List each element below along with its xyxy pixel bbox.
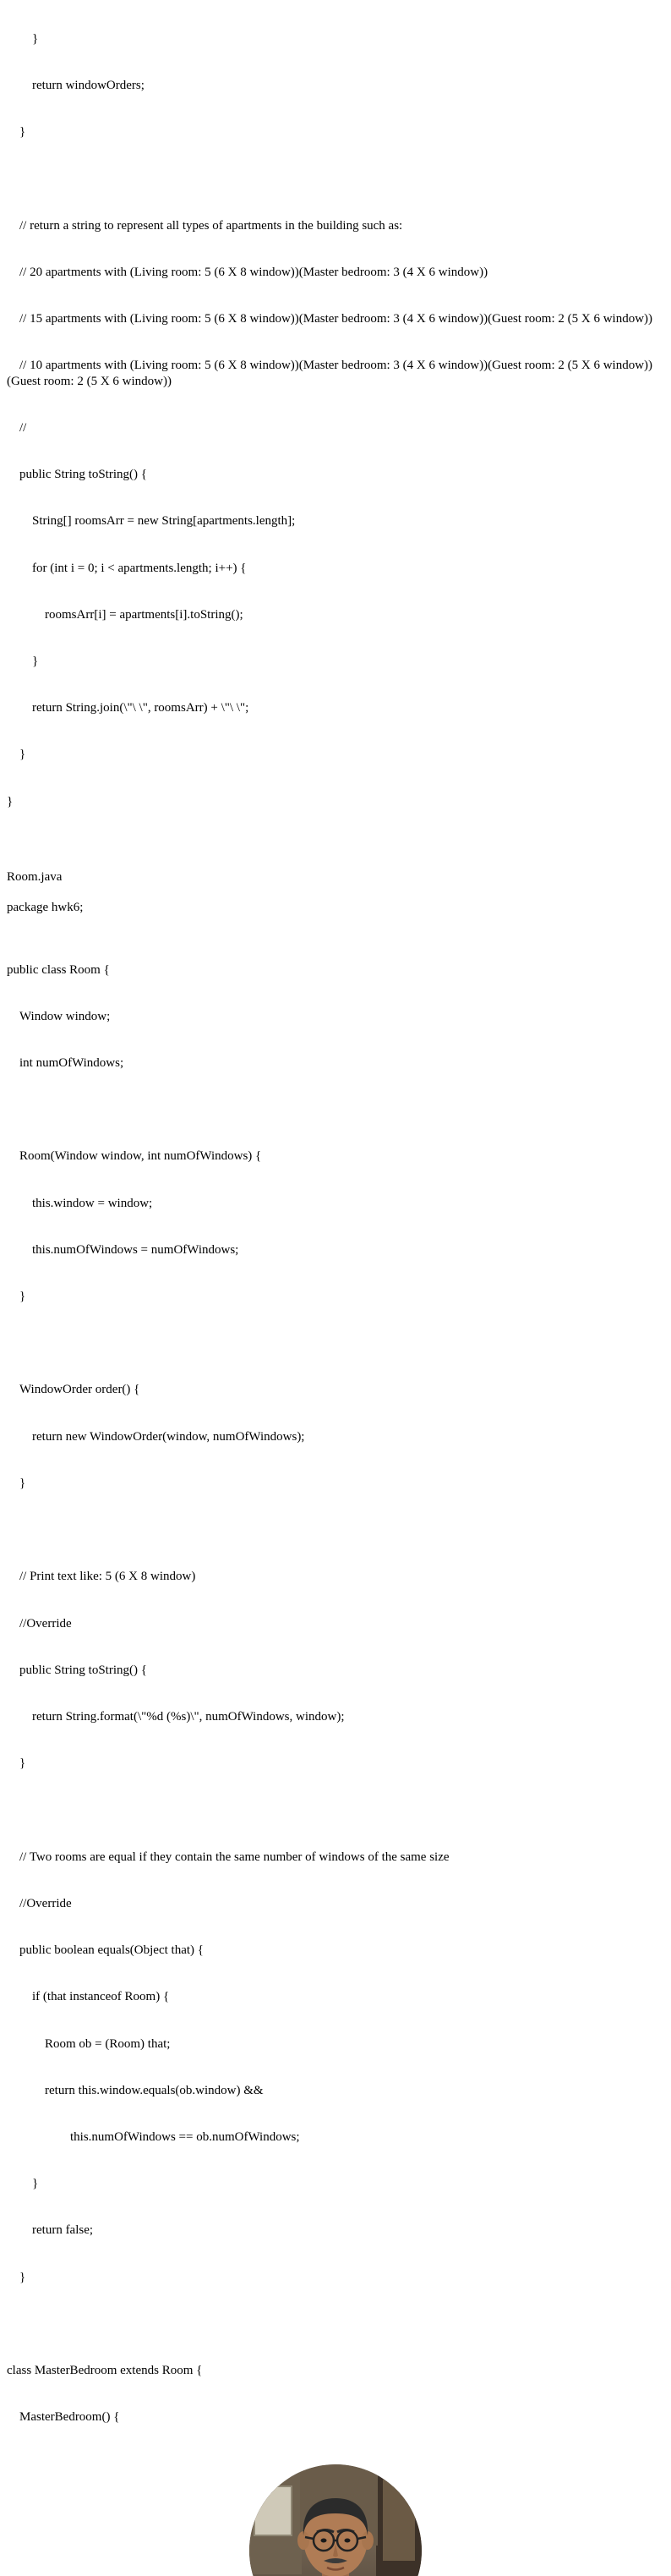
code-line [7,1522,664,1537]
code-line: // Print text like: 5 (6 X 8 window) [7,1570,196,1584]
code-line: } [7,794,14,808]
code-line: // 15 apartments with (Living room: 5 (6 X 8 window))(Master bedroom: 3 (4 X 6 window))(Guest room: 2 (5 X 6 window)) [7,312,653,326]
code-line: return String.join(\"\ \", roomsArr) + \"\ \"; [7,701,249,715]
code-line: return String.format(\"%d (%s)\", numOfWindows, window); [7,1710,345,1724]
code-line: public boolean equals(Object that) { [7,1943,204,1958]
code-line: return new WindowOrder(window, numOfWindows); [7,1429,305,1444]
spacer [7,916,664,931]
code-line: this.numOfWindows == ob.numOfWindows; [7,2129,300,2144]
code-line: this.window = window; [7,1196,153,1210]
section-spacer [7,841,664,869]
code-line: //Override [7,1616,72,1631]
code-line: // 10 apartments with (Living room: 5 (6 X 8 window))(Master bedroom: 3 (4 X 6 window))(Guest room: 2 (5 X 6 window))(Guest room: 2 (5 X 6 window)) [7,359,653,388]
code-line: return false; [7,2223,94,2238]
profile-photo-illustration [249,2464,422,2576]
code-line: public class Room { [7,962,110,977]
code-line: String[] roomsArr = new String[apartments.length]; [7,514,296,529]
code-line: } [7,1290,26,1304]
code-line [7,1335,664,1351]
code-block-masterbedroom-wrapper [7,2332,664,2454]
code-line: return windowOrders; [7,79,145,93]
code-line: } [7,2177,39,2191]
spacer [7,2316,664,2332]
code-block-masterbedroom [7,2332,664,2454]
code-line [7,1802,664,1817]
code-line: MasterBedroom() { [7,2409,120,2424]
code-line: // [7,420,27,435]
file-heading: Room.java [7,869,63,884]
code-line: // 20 apartments with (Living room: 5 (6 X 8 window))(Master bedroom: 3 (4 X 6 window)) [7,265,488,279]
photo-area [7,2464,664,2576]
code-block-room [7,931,664,2316]
code-line: } [7,1476,26,1490]
code-line [7,1102,664,1117]
code-line [7,171,664,186]
code-line: class MasterBedroom extends Room { [7,2363,203,2377]
code-line: this.numOfWindows = numOfWindows; [7,1242,239,1257]
code-line: } [7,2270,26,2284]
code-line: Window window; [7,1009,111,1023]
code-line: WindowOrder order() { [7,1383,140,1397]
package-declaration: package hwk6; [7,901,84,915]
code-line: for (int i = 0; i < apartments.length; i++) { [7,561,247,575]
code-line: } [7,748,26,762]
code-line: Room(Window window, int numOfWindows) { [7,1149,262,1164]
spacer [7,885,664,900]
code-line: } [7,125,26,140]
code-line: public String toString() { [7,1663,147,1677]
avatar [249,2464,422,2576]
code-block-building [7,0,664,841]
code-line: } [7,1757,26,1771]
code-line: //Override [7,1896,72,1910]
code-line: // return a string to represent all types of apartments in the building such as: [7,218,403,233]
code-line: } [7,655,39,669]
code-line: // Two rooms are equal if they contain the same number of windows of the same size [7,1850,450,1864]
code-line: int numOfWindows; [7,1055,124,1070]
code-line: roomsArr[i] = apartments[i].toString(); [7,607,243,622]
code-line: if (that instanceof Room) { [7,1990,170,2004]
code-line: } [7,31,39,46]
code-line: Room ob = (Room) that; [7,2036,171,2051]
code-line: public String toString() { [7,468,147,482]
code-line: return this.window.equals(ob.window) && [7,2083,264,2097]
